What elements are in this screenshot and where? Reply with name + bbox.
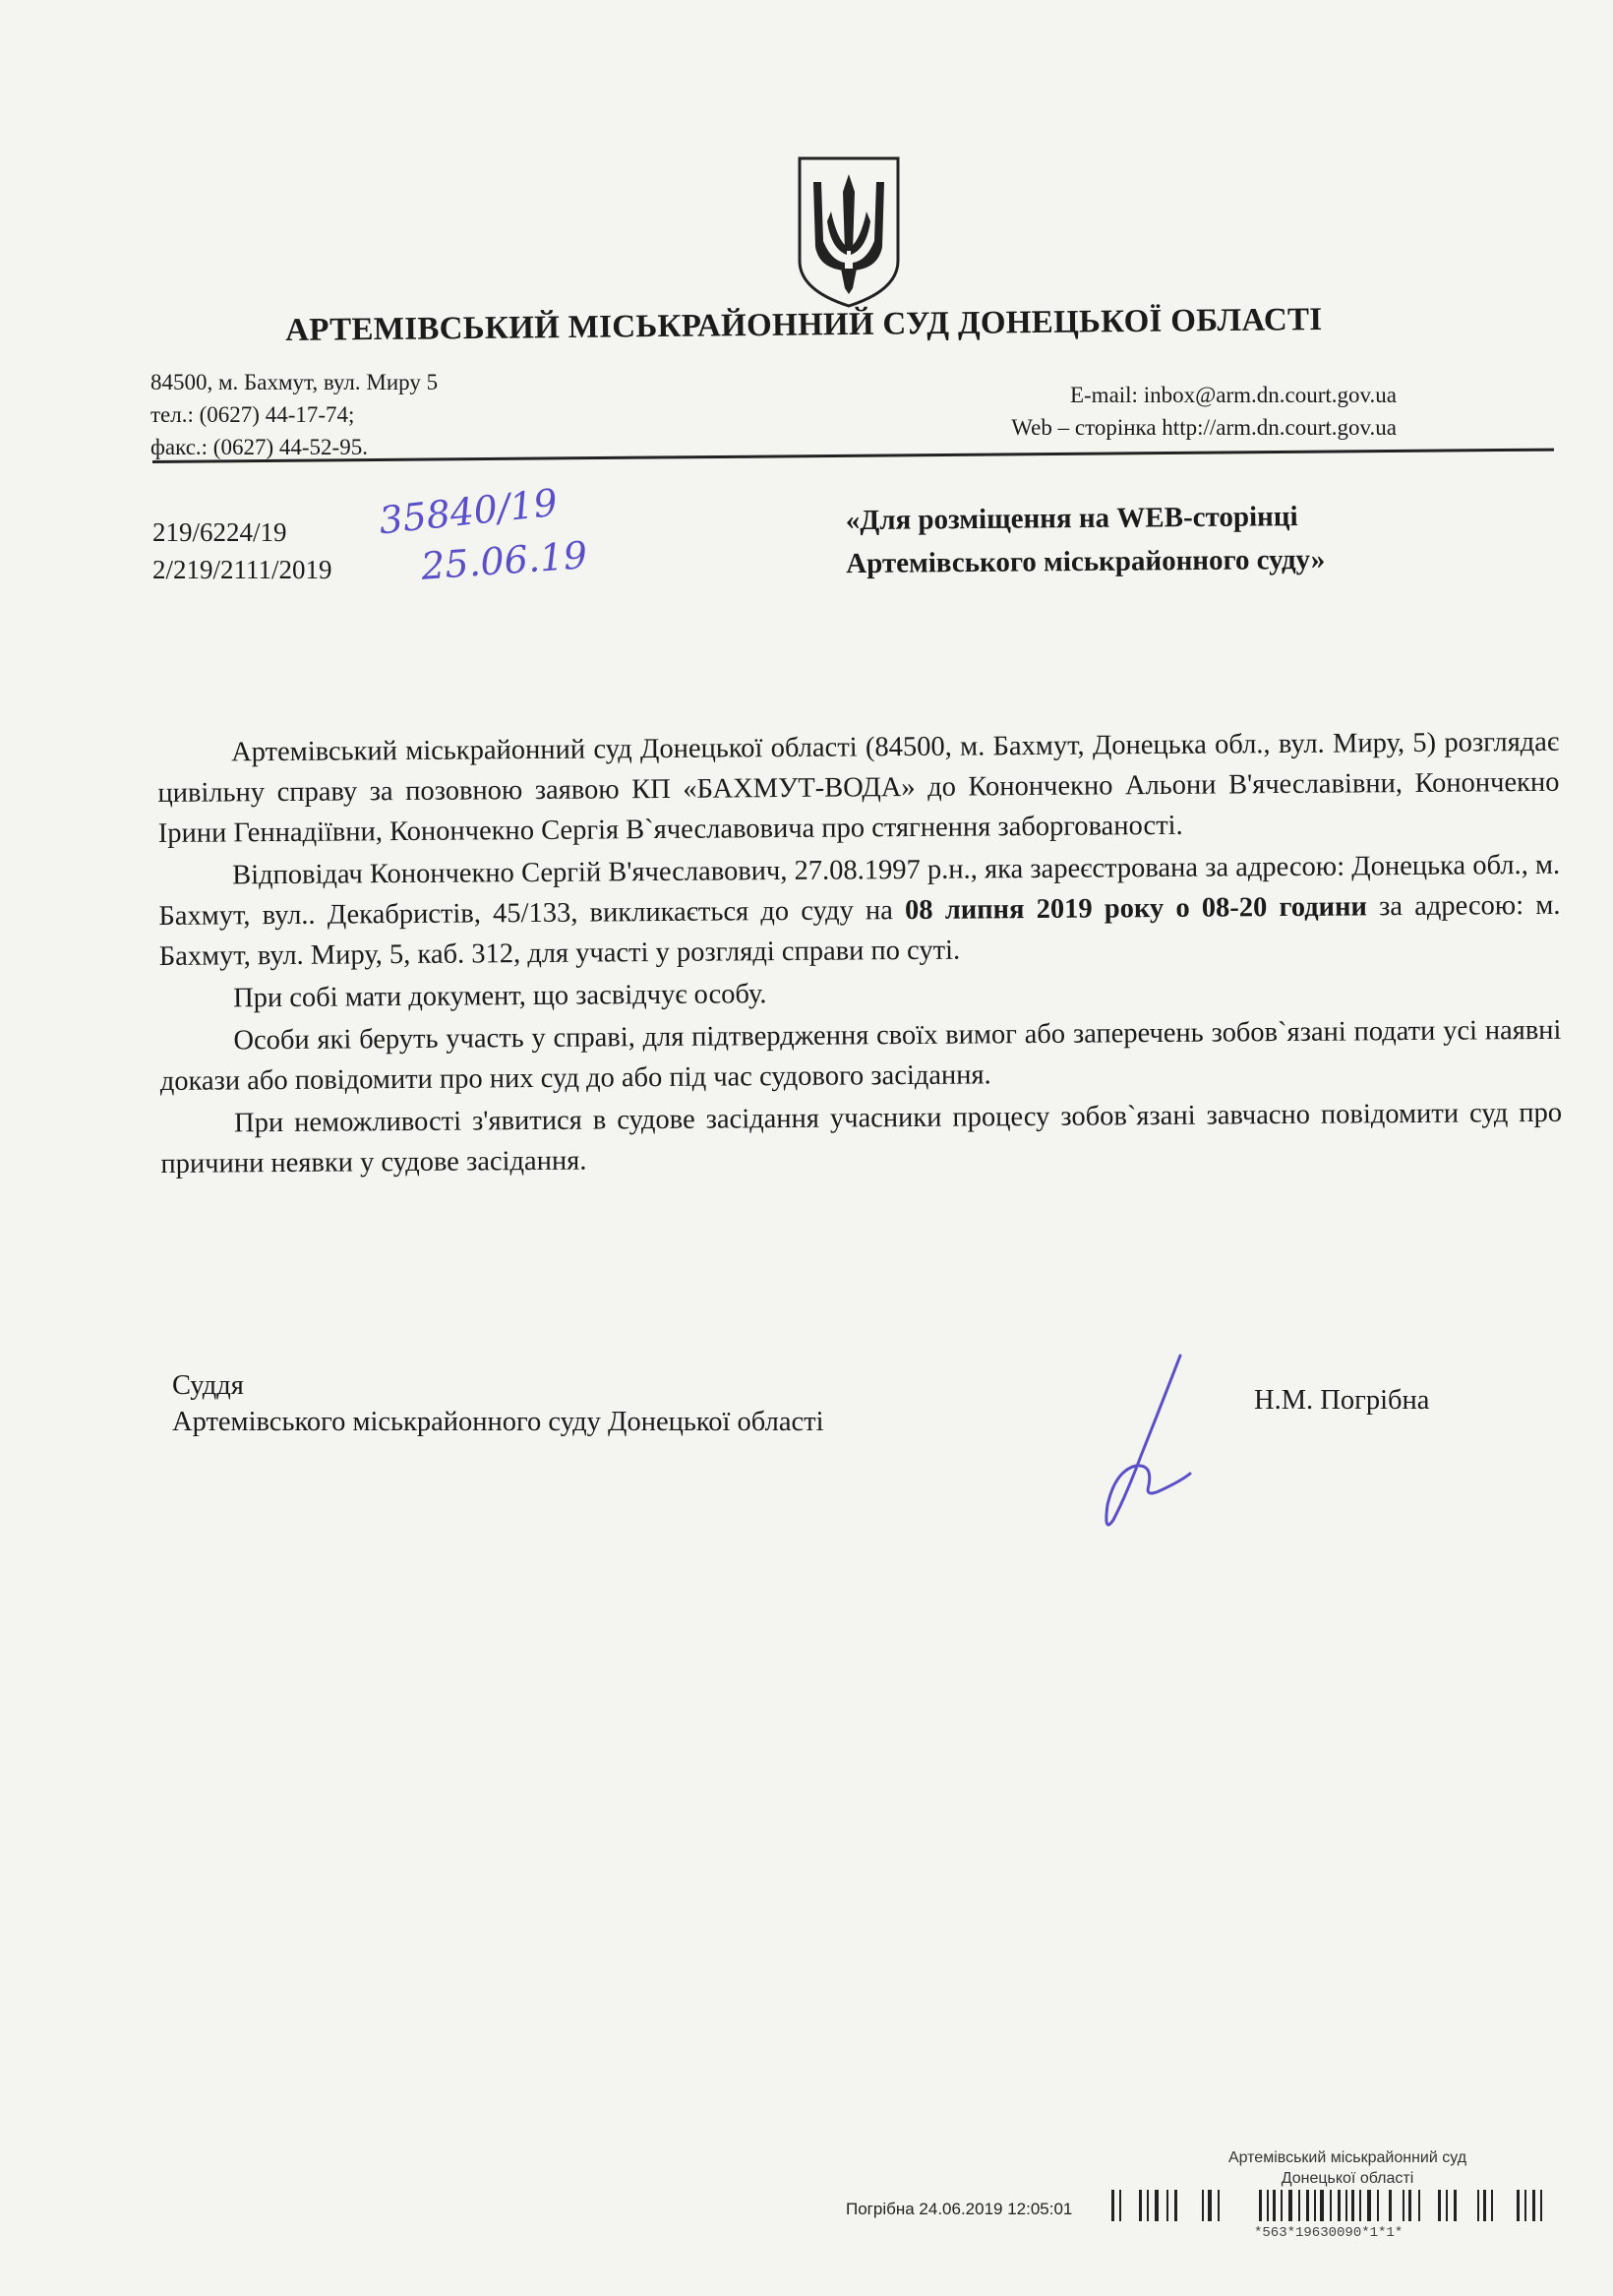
- paragraph-evidence: Особи які беруть участь у справі, для підтвердження своїх вимог або заперечень зобов`язані подати усі наявні докази або повідомити про них суд до або під час судового засідання.: [159, 1014, 1562, 1097]
- handwritten-incoming-date: 25.06.19: [419, 533, 589, 588]
- court-website: Web – сторінка http://arm.dn.court.gov.ua: [1011, 415, 1397, 440]
- handwritten-incoming-number: 35840/19: [377, 480, 560, 543]
- web-note-line-2: Артемівського міськрайонного суду»: [846, 543, 1326, 580]
- court-address: 84500, м. Бахмут, вул. Миру 5: [150, 370, 439, 394]
- paragraph-id-document: При собі мати документ, що засвідчує особу.: [233, 979, 767, 1014]
- court-email: E-mail: inbox@arm.dn.court.gov.ua: [1069, 383, 1397, 407]
- registration-numbers: [152, 514, 332, 588]
- judge-title-line-2: Артемівського міськрайонного суду Донецької області: [172, 1407, 824, 1437]
- hearing-date-time: 08 липня 2019 року о 08-20 години: [904, 891, 1368, 927]
- court-title: АРТЕМІВСЬКИЙ МІСЬКРАЙОННИЙ СУД ДОНЕЦЬКОЇ ОБЛАСТІ: [285, 301, 1323, 348]
- judge-title-line-1: Суддя: [172, 1370, 244, 1401]
- document-barcode: [1111, 2186, 1583, 2229]
- judge-title: [172, 1367, 824, 1440]
- paragraph-absence-notice: При неможливості з'явитися в судове засідання учасники процесу зобов`язані завчасно повідомити суд про причини неявки у судове засідання.: [160, 1097, 1563, 1179]
- barcode-number: *563*19630090*1*1*: [1254, 2225, 1404, 2241]
- proceeding-number: 2/219/2111/2019: [152, 555, 332, 584]
- handwritten-signature: [1043, 1348, 1239, 1544]
- web-note-line-1: «Для розміщення на WEB-сторінці: [845, 501, 1298, 537]
- e-signature-court-stamp: [1161, 2147, 1534, 2189]
- e-signature-signed-line: Погрібна 24.06.2019 12:05:01: [846, 2200, 1073, 2218]
- judge-name: Н.М. Погрібна: [1254, 1385, 1430, 1416]
- summons-text-start: Відповідач Конончекно Сергій В'ячеславович, 27.08.1997 р.н., яка зареєстрована за адресою: Донецька обл., м. Бахмут, вул.. Декабристів, 45/133, викликається до суду на: [158, 849, 1561, 932]
- case-number: 219/6224/19: [152, 517, 287, 547]
- paragraph-case-description: Артемівський міськрайонний суд Донецької області (84500, м. Бахмут, Донецька обл., вул. Миру, 5) розглядає цивільну справу за позовною заявою КП «БАХМУТ-ВОДА» до Конончекно Альони В'ячеславівни, Конончекно Ірини Геннадіївни, Конончекно Сергія В`ячеславовича про стягнення заборгованості.: [157, 726, 1560, 849]
- web-publication-note: [846, 495, 1326, 585]
- court-online-contacts: [856, 379, 1397, 444]
- court-contacts: [150, 366, 438, 463]
- court-fax: факс.: (0627) 44-52-95.: [150, 435, 368, 459]
- summons-text-end: за адресою: м. Бахмут, вул. Миру, 5, каб. 312, для участі у розгляді справи по суті.: [158, 889, 1561, 972]
- stamp-court-line-1: Артемівський міськрайонний суд: [1227, 2149, 1467, 2166]
- summons-body: [157, 722, 1563, 1186]
- paragraph-summons: [158, 845, 1561, 977]
- trident-emblem-icon: [792, 152, 906, 310]
- court-phone: тел.: (0627) 44-17-74;: [150, 402, 355, 427]
- stamp-court-line-2: Донецької області: [1281, 2170, 1414, 2187]
